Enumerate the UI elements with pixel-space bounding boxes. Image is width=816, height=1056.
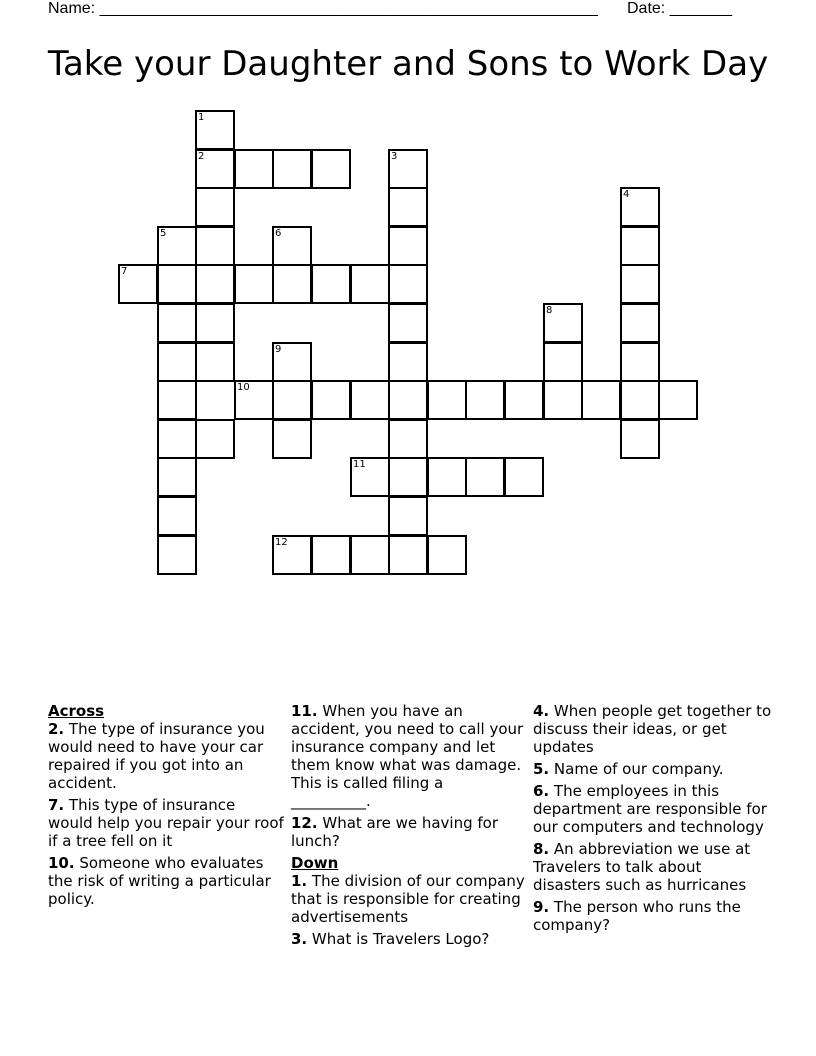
clue-across-11: [291, 702, 527, 810]
grid-cell[interactable]: [388, 226, 428, 266]
grid-cell[interactable]: [620, 342, 660, 382]
clue-number: 4.: [533, 702, 550, 720]
grid-cell[interactable]: [658, 380, 698, 420]
cell-number: 3: [391, 151, 398, 162]
clue-down-5: [533, 760, 773, 778]
clue-text: Name of our company.: [553, 760, 724, 778]
grid-cell[interactable]: [195, 419, 235, 459]
grid-cell[interactable]: [350, 264, 390, 304]
grid-cell[interactable]: [272, 264, 312, 304]
clue-across-2: [48, 720, 284, 792]
grid-cell[interactable]: [388, 264, 428, 304]
clue-across-12: [291, 814, 527, 850]
clue-down-4: [533, 702, 773, 756]
cell-number: 6: [275, 228, 282, 239]
clue-text: The person who runs the company?: [533, 898, 741, 934]
clue-text: When you have an accident, you need to call your insurance company and let them know what was damage. This is called filing a __________.: [291, 702, 524, 810]
name-field-line: Name: ________________________________________________________: [48, 0, 598, 17]
grid-cell[interactable]: [157, 303, 197, 343]
grid-cell[interactable]: [543, 342, 583, 382]
grid-cell[interactable]: [195, 303, 235, 343]
clue-text: What are we having for lunch?: [291, 814, 498, 850]
grid-cell[interactable]: [388, 303, 428, 343]
clue-number: 2.: [48, 720, 65, 738]
clue-text: Someone who evaluates the risk of writing a particular policy.: [48, 854, 271, 908]
grid-cell[interactable]: [311, 380, 351, 420]
page-title: Take your Daughter and Sons to Work Day: [47, 44, 769, 84]
grid-cell[interactable]: [620, 187, 660, 227]
date-field-line: Date: _______: [627, 0, 732, 17]
clue-across-7: [48, 796, 284, 850]
clue-number: 6.: [533, 782, 550, 800]
grid-cell[interactable]: [465, 380, 505, 420]
clue-number: 3.: [291, 930, 308, 948]
grid-cell[interactable]: [350, 457, 390, 497]
grid-cell[interactable]: [157, 496, 197, 536]
grid-cell[interactable]: [504, 380, 544, 420]
down-heading: Down: [291, 854, 339, 872]
grid-cell[interactable]: [195, 226, 235, 266]
grid-cell[interactable]: [620, 264, 660, 304]
clue-number: 8.: [533, 840, 550, 858]
clue-text: When people get together to discuss their ideas, or get updates: [533, 702, 772, 756]
cell-number: 7: [121, 266, 128, 277]
cell-number: 5: [160, 228, 167, 239]
grid-cell[interactable]: [272, 342, 312, 382]
grid-cell[interactable]: [388, 187, 428, 227]
clue-down-3: [291, 930, 527, 948]
clue-text: What is Travelers Logo?: [311, 930, 490, 948]
grid-cell[interactable]: [234, 380, 274, 420]
clue-text: The type of insurance you would need to have your car repaired if you got into an accident.: [48, 720, 265, 792]
grid-cell[interactable]: [272, 149, 312, 189]
grid-cell[interactable]: [195, 149, 235, 189]
clue-column-2: [291, 702, 527, 952]
cell-number: 11: [353, 459, 366, 470]
grid-cell[interactable]: [427, 535, 467, 575]
grid-cell[interactable]: [388, 419, 428, 459]
cell-number: 2: [198, 151, 205, 162]
grid-cell[interactable]: [195, 264, 235, 304]
grid-cell[interactable]: [157, 380, 197, 420]
clue-number: 11.: [291, 702, 318, 720]
clue-number: 10.: [48, 854, 75, 872]
grid-cell[interactable]: [350, 535, 390, 575]
cell-number: 1: [198, 112, 205, 123]
grid-cell[interactable]: [272, 226, 312, 266]
grid-cell[interactable]: [118, 264, 158, 304]
grid-cell[interactable]: [427, 380, 467, 420]
clue-text: The division of our company that is responsible for creating advertisements: [291, 872, 525, 926]
clue-down-8: [533, 840, 773, 894]
clue-column-3: [533, 702, 773, 938]
clue-number: 1.: [291, 872, 308, 890]
grid-cell[interactable]: [388, 380, 428, 420]
clue-down-6: [533, 782, 773, 836]
clue-text: The employees in this department are responsible for our computers and technology: [533, 782, 767, 836]
grid-cell[interactable]: [350, 380, 390, 420]
cell-number: 4: [623, 189, 630, 200]
cell-number: 10: [237, 382, 250, 393]
grid-cell[interactable]: [581, 380, 621, 420]
cell-number: 12: [275, 537, 288, 548]
grid-cell[interactable]: [620, 419, 660, 459]
grid-cell[interactable]: [234, 264, 274, 304]
clue-number: 12.: [291, 814, 318, 832]
grid-cell[interactable]: [272, 535, 312, 575]
clue-column-1: [48, 702, 284, 912]
grid-cell[interactable]: [388, 342, 428, 382]
grid-cell[interactable]: [195, 342, 235, 382]
clue-across-10: [48, 854, 284, 908]
grid-cell[interactable]: [195, 187, 235, 227]
clue-number: 9.: [533, 898, 550, 916]
grid-cell[interactable]: [388, 457, 428, 497]
clue-down-1: [291, 872, 527, 926]
grid-cell[interactable]: [157, 264, 197, 304]
grid-cell[interactable]: [543, 303, 583, 343]
grid-cell[interactable]: [311, 149, 351, 189]
grid-cell[interactable]: [465, 457, 505, 497]
grid-cell[interactable]: [311, 535, 351, 575]
grid-cell[interactable]: [427, 457, 467, 497]
grid-cell[interactable]: [543, 380, 583, 420]
clue-text: An abbreviation we use at Travelers to talk about disasters such as hurricanes: [533, 840, 751, 894]
grid-cell[interactable]: [234, 149, 274, 189]
clue-number: 7.: [48, 796, 65, 814]
clue-text: This type of insurance would help you repair your roof if a tree fell on it: [48, 796, 284, 850]
grid-cell[interactable]: [157, 535, 197, 575]
grid-cell[interactable]: [195, 110, 235, 150]
grid-cell[interactable]: [157, 226, 197, 266]
grid-cell[interactable]: [272, 419, 312, 459]
clue-down-9: [533, 898, 773, 934]
cell-number: 9: [275, 344, 282, 355]
clue-number: 5.: [533, 760, 550, 778]
grid-cell[interactable]: [157, 457, 197, 497]
grid-cell[interactable]: [311, 264, 351, 304]
grid-cell[interactable]: [157, 419, 197, 459]
across-heading: Across: [48, 702, 105, 720]
grid-cell[interactable]: [620, 303, 660, 343]
grid-cell[interactable]: [388, 535, 428, 575]
grid-cell[interactable]: [620, 226, 660, 266]
grid-cell[interactable]: [504, 457, 544, 497]
grid-cell[interactable]: [388, 496, 428, 536]
grid-cell[interactable]: [272, 380, 312, 420]
grid-cell[interactable]: [620, 380, 660, 420]
cell-number: 8: [546, 305, 553, 316]
grid-cell[interactable]: [388, 149, 428, 189]
grid-cell[interactable]: [157, 342, 197, 382]
